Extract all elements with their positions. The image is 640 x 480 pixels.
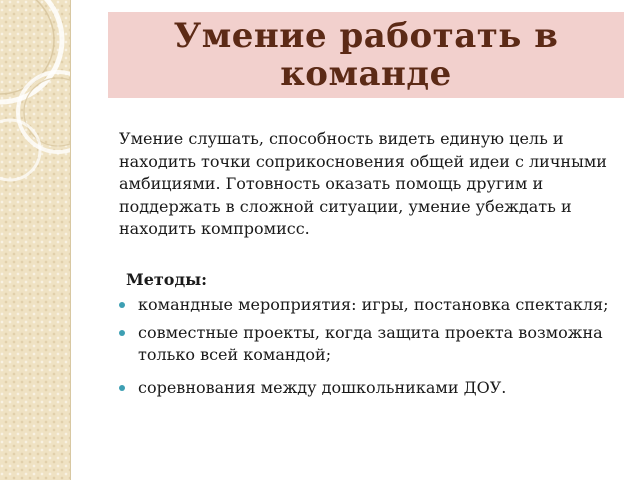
methods-list [118,294,618,404]
title-banner [108,12,624,98]
methods-heading: Методы: [126,270,208,289]
list-item [118,322,618,367]
list-item-text: совместные проекты, когда защита проекта возможна только всей командой; [138,322,603,364]
list-item-text: соревнования между дошкольниками ДОУ. [138,377,507,397]
bullet-icon [119,330,125,336]
bullet-icon [119,302,125,308]
list-item [118,377,618,400]
decorative-circles-graphic [0,0,70,480]
decorative-side-panel [0,0,71,480]
intro-paragraph: Умение слушать, способность видеть единую цель и находить точки соприкосновения общей идеи с личными амбициями. Готовность оказать помощь другим и поддержать в сложной ситуации, умение убеждать и находить компромисс. [119,129,607,238]
slide-title: Умение работать в команде [173,16,559,94]
bullet-icon [119,385,125,391]
list-item-text: командные мероприятия: игры, постановка спектакля; [138,295,609,314]
list-item [118,294,618,317]
